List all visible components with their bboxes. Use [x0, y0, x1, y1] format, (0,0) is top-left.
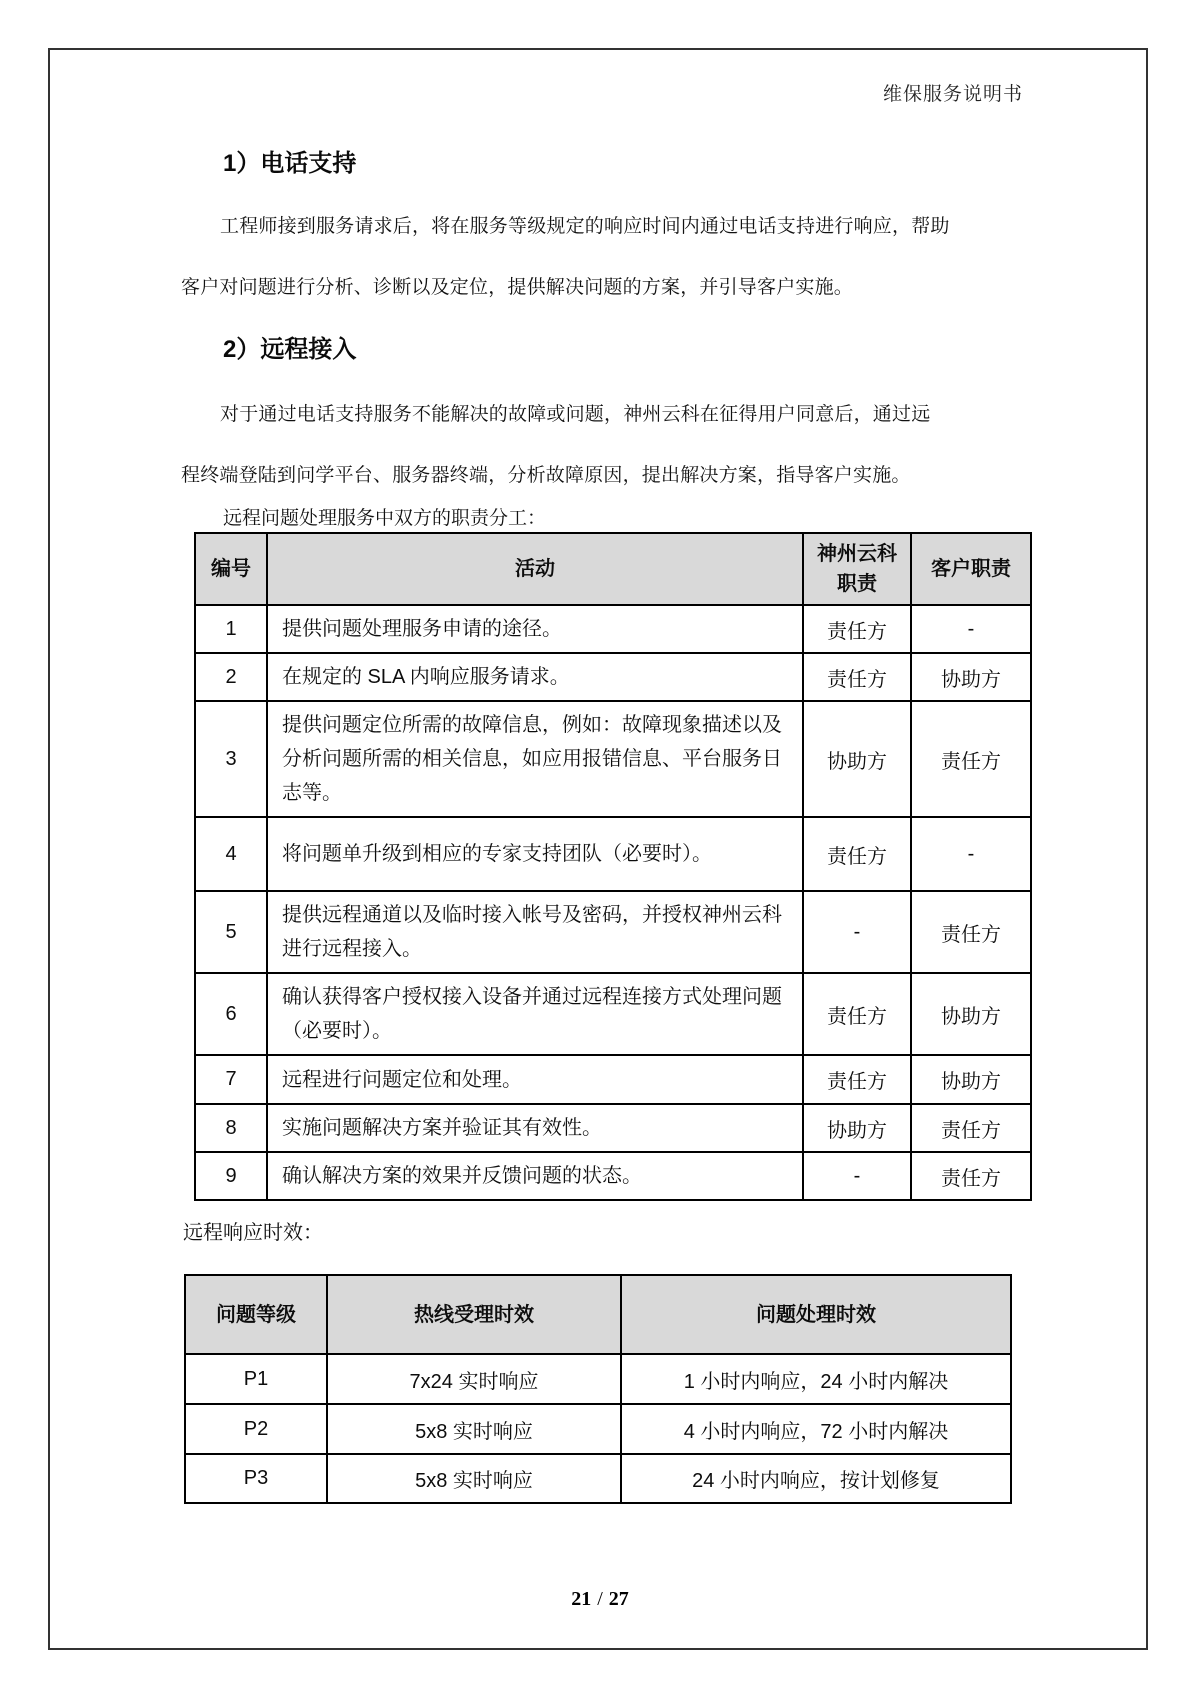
cell-customer-duty: - — [911, 817, 1031, 891]
response-time-label: 远程响应时效： — [183, 1222, 323, 1244]
page-number-footer — [0, 1586, 1200, 1612]
table-row — [185, 1354, 1011, 1404]
table-row — [195, 817, 1031, 891]
cell-no: 2 — [195, 653, 267, 701]
cell-activity: 远程进行问题定位和处理。 — [267, 1055, 803, 1104]
cell-activity: 在规定的 SLA 内响应服务请求。 — [267, 653, 803, 701]
cell-activity: 实施问题解决方案并验证其有效性。 — [267, 1104, 803, 1152]
response-time-table — [184, 1274, 1012, 1504]
cell-no: 7 — [195, 1055, 267, 1104]
table-header-row — [185, 1275, 1011, 1354]
cell-vendor-duty: 责任方 — [803, 973, 911, 1055]
table-row — [195, 1104, 1031, 1152]
cell-hotline: 5x8 实时响应 — [327, 1404, 621, 1454]
cell-vendor-duty: - — [803, 1152, 911, 1200]
duty-division-table — [194, 532, 1032, 1201]
cell-no: 3 — [195, 701, 267, 817]
section-heading-remote-access: 2）远程接入 — [223, 336, 357, 363]
total-page-number: 27 — [608, 1588, 629, 1610]
column-header-problem-level: 问题等级 — [185, 1275, 327, 1354]
cell-handle: 4 小时内响应，72 小时内解决 — [621, 1404, 1011, 1454]
cell-no: 1 — [195, 605, 267, 653]
table-row — [195, 653, 1031, 701]
cell-no: 4 — [195, 817, 267, 891]
cell-hotline: 5x8 实时响应 — [327, 1454, 621, 1503]
cell-activity: 将问题单升级到相应的专家支持团队（必要时）。 — [267, 817, 803, 891]
cell-customer-duty: 责任方 — [911, 701, 1031, 817]
table-row — [195, 605, 1031, 653]
cell-customer-duty: 责任方 — [911, 1104, 1031, 1152]
cell-customer-duty: - — [911, 605, 1031, 653]
document-header-title: 维保服务说明书 — [882, 84, 1023, 105]
table-header-row — [195, 533, 1031, 605]
cell-activity: 确认获得客户授权接入设备并通过远程连接方式处理问题（必要时）。 — [267, 973, 803, 1055]
cell-vendor-duty: 责任方 — [803, 817, 911, 891]
cell-level: P3 — [185, 1454, 327, 1503]
cell-customer-duty: 协助方 — [911, 1055, 1031, 1104]
cell-customer-duty: 协助方 — [911, 653, 1031, 701]
cell-vendor-duty: 责任方 — [803, 1055, 911, 1104]
cell-hotline: 7x24 实时响应 — [327, 1354, 621, 1404]
cell-level: P1 — [185, 1354, 327, 1404]
cell-handle: 24 小时内响应，按计划修复 — [621, 1454, 1011, 1503]
cell-no: 5 — [195, 891, 267, 973]
column-header-vendor-duty: 神州云科职责 — [803, 533, 911, 605]
cell-vendor-duty: 责任方 — [803, 605, 911, 653]
paragraph-line: 工程师接到服务请求后，将在服务等级规定的响应时间内通过电话支持进行响应，帮助 — [220, 216, 950, 237]
cell-activity: 提供问题定位所需的故障信息，例如：故障现象描述以及分析问题所需的相关信息，如应用报错信息、平台服务日志等。 — [267, 701, 803, 817]
cell-customer-duty: 协助方 — [911, 973, 1031, 1055]
table-row — [195, 1152, 1031, 1200]
column-header-no: 编号 — [195, 533, 267, 605]
table-row — [195, 973, 1031, 1055]
column-header-customer-duty: 客户职责 — [911, 533, 1031, 605]
cell-level: P2 — [185, 1404, 327, 1454]
column-header-handle-sla: 问题处理时效 — [621, 1275, 1011, 1354]
cell-vendor-duty: - — [803, 891, 911, 973]
paragraph-phone-support — [181, 196, 971, 318]
section-heading-phone-support: 1）电话支持 — [223, 150, 357, 177]
duty-table-intro: 远程问题处理服务中双方的职责分工： — [223, 508, 547, 529]
cell-no: 6 — [195, 973, 267, 1055]
table-row — [185, 1404, 1011, 1454]
paragraph-remote-access — [181, 384, 971, 506]
table-row — [195, 891, 1031, 973]
cell-activity: 确认解决方案的效果并反馈问题的状态。 — [267, 1152, 803, 1200]
cell-customer-duty: 责任方 — [911, 1152, 1031, 1200]
page-number-separator: / — [597, 1588, 603, 1610]
cell-activity: 提供问题处理服务申请的途径。 — [267, 605, 803, 653]
cell-no: 8 — [195, 1104, 267, 1152]
cell-vendor-duty: 协助方 — [803, 1104, 911, 1152]
cell-vendor-duty: 协助方 — [803, 701, 911, 817]
table-row — [195, 701, 1031, 817]
paragraph-line: 程终端登陆到问学平台、服务器终端，分析故障原因，提出解决方案，指导客户实施。 — [181, 465, 911, 486]
column-header-hotline-sla: 热线受理时效 — [327, 1275, 621, 1354]
cell-no: 9 — [195, 1152, 267, 1200]
table-row — [195, 1055, 1031, 1104]
table-row — [185, 1454, 1011, 1503]
paragraph-line: 客户对问题进行分析、诊断以及定位，提供解决问题的方案，并引导客户实施。 — [181, 277, 854, 298]
cell-handle: 1 小时内响应，24 小时内解决 — [621, 1354, 1011, 1404]
cell-customer-duty: 责任方 — [911, 891, 1031, 973]
current-page-number: 21 — [571, 1588, 592, 1610]
cell-vendor-duty: 责任方 — [803, 653, 911, 701]
column-header-activity: 活动 — [267, 533, 803, 605]
paragraph-line: 对于通过电话支持服务不能解决的故障或问题，神州云科在征得用户同意后，通过远 — [220, 404, 931, 425]
cell-activity: 提供远程通道以及临时接入帐号及密码，并授权神州云科进行远程接入。 — [267, 891, 803, 973]
